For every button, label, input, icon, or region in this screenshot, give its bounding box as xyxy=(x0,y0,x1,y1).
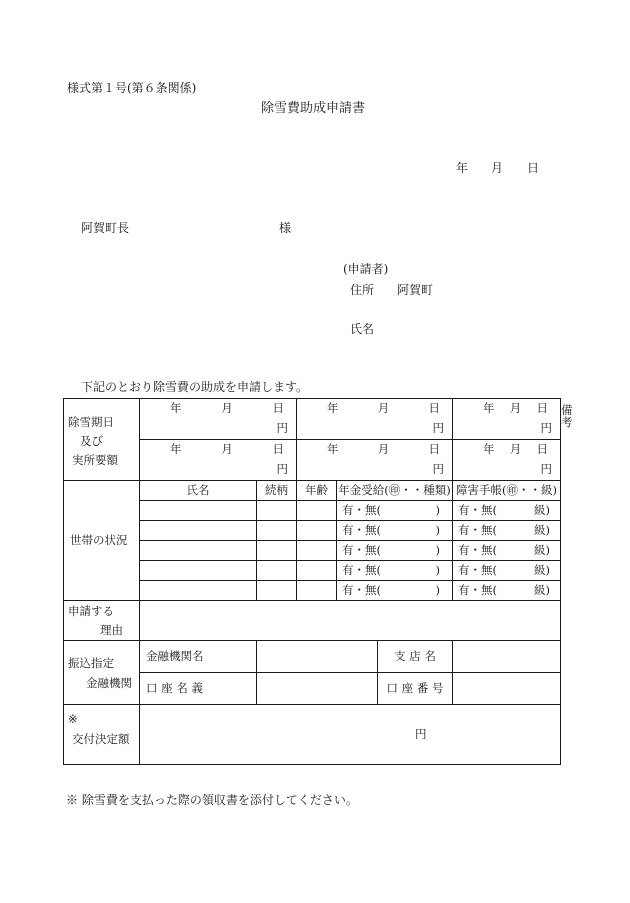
period-cell-2 xyxy=(297,399,453,481)
household-relation-cell[interactable] xyxy=(257,541,297,561)
household-handbook-cell[interactable] xyxy=(453,581,561,601)
handbook-yes-no: 有・無( xyxy=(458,542,498,557)
household-handbook-cell[interactable] xyxy=(453,541,561,561)
pension-yes-no: 有・無( xyxy=(342,582,381,597)
pension-yes-no: 有・無( xyxy=(342,562,381,577)
year-label: 年 xyxy=(327,401,339,416)
yen-label: 円 xyxy=(276,462,288,477)
account-name-input[interactable] xyxy=(257,673,378,705)
reason-label-line2: 理由 xyxy=(100,622,123,637)
household-age-cell[interactable] xyxy=(297,581,337,601)
yen-label: 円 xyxy=(540,462,553,477)
household-header-handbook: 障害手帳(㊞・・級) xyxy=(453,481,561,501)
decision-amount-cell[interactable] xyxy=(140,705,561,765)
bank-name-label: 金融機関名 xyxy=(140,641,257,673)
month-label: 月 xyxy=(377,401,390,416)
handbook-yes-no: 有・無( xyxy=(458,562,498,577)
period-label-line3: 実所要額 xyxy=(72,453,118,467)
handbook-yes-no: 有・無( xyxy=(458,582,498,597)
applicant-address-label: 住所 xyxy=(350,283,375,297)
account-name-label: 口 座 名 義 xyxy=(140,673,257,705)
pension-close: ) xyxy=(435,522,441,537)
household-age-cell[interactable] xyxy=(297,501,337,521)
day-label: 日 xyxy=(272,442,284,457)
applicant-label: (申請者) xyxy=(343,262,389,276)
handbook-close: 級) xyxy=(534,582,551,597)
yen-label: 円 xyxy=(297,419,452,440)
branch-label: 支 店 名 xyxy=(378,641,453,673)
pension-yes-no: 有・無( xyxy=(342,542,381,557)
period-label-line1: 除雪期日 xyxy=(68,415,114,429)
household-header-age: 年齢 xyxy=(297,481,337,501)
addressee-name: 阿賀町長 xyxy=(81,221,130,235)
day-label: 日 xyxy=(272,401,284,416)
period-label-cell xyxy=(64,399,140,481)
period-cell-3 xyxy=(453,399,561,481)
bank-label-line2: 金融機関 xyxy=(86,675,132,690)
household-header-name: 氏名 xyxy=(140,481,257,501)
pension-close: ) xyxy=(435,562,441,577)
branch-input[interactable] xyxy=(453,641,561,673)
household-handbook-cell[interactable] xyxy=(453,561,561,581)
household-name-cell[interactable] xyxy=(140,541,257,561)
yen-label: 円 xyxy=(453,419,560,440)
year-label: 年 xyxy=(327,442,339,457)
month-label: 月 xyxy=(509,401,522,416)
decision-yen: 円 xyxy=(415,726,427,741)
yen-label: 円 xyxy=(140,419,296,440)
month-label: 月 xyxy=(221,442,233,457)
period-row: 除雪期日 及び 実所要額 年 月 日 円 年 月 日 円 年 月 日 円 年 月 日 円 年 月 日 円 年 月 日 円 備考 xyxy=(64,399,561,481)
household-name-cell[interactable] xyxy=(140,561,257,581)
account-number-label: 口 座 番 号 xyxy=(378,673,453,705)
form-number: 様式第１号(第６条関係) xyxy=(67,81,197,95)
handbook-close: 級) xyxy=(534,522,551,537)
household-name-cell[interactable] xyxy=(140,501,257,521)
year-label: 年 xyxy=(170,401,182,416)
bank-row-1 xyxy=(64,641,561,673)
reason-row xyxy=(64,601,561,641)
household-header-pension: 年金受給(㊞・・種類) xyxy=(337,481,453,501)
bank-label-cell xyxy=(64,641,140,705)
month-label: 月 xyxy=(377,442,390,457)
month-label: 月 xyxy=(221,401,233,416)
pension-close: ) xyxy=(435,582,441,597)
applicant-address-value: 阿賀町 xyxy=(397,283,434,297)
decision-mark: ※ xyxy=(68,712,78,726)
handbook-close: 級) xyxy=(534,502,551,517)
period-cell-1 xyxy=(140,399,297,481)
yen-label: 円 xyxy=(432,462,445,477)
pension-close: ) xyxy=(435,542,441,557)
household-handbook-cell[interactable] xyxy=(453,501,561,521)
household-pension-cell[interactable] xyxy=(337,541,453,561)
household-pension-cell[interactable] xyxy=(337,501,453,521)
page-title: 除雪費助成申請書 xyxy=(261,101,366,116)
handbook-close: 級) xyxy=(534,562,551,577)
bank-name-input[interactable] xyxy=(257,641,378,673)
footnote: ※ 除雪費を支払った際の領収書を添付してください。 xyxy=(66,793,358,807)
decision-label: 交付決定額 xyxy=(72,732,130,746)
household-age-cell[interactable] xyxy=(297,561,337,581)
decision-label-cell xyxy=(64,705,140,765)
day-label: 日 xyxy=(536,442,549,457)
household-handbook-cell[interactable] xyxy=(453,521,561,541)
intro-text: 下記のとおり除雪費の助成を申請します。 xyxy=(81,380,309,394)
reason-input[interactable] xyxy=(140,601,561,641)
account-number-input[interactable] xyxy=(453,673,561,705)
day-label: 日 xyxy=(428,442,441,457)
household-name-cell[interactable] xyxy=(140,521,257,541)
household-relation-cell[interactable] xyxy=(257,561,297,581)
month-label: 月 xyxy=(509,442,522,457)
reason-label-cell xyxy=(64,601,140,641)
period-label-line2: 及び xyxy=(80,434,103,448)
household-relation-cell[interactable] xyxy=(257,521,297,541)
pension-yes-no: 有・無( xyxy=(342,502,381,517)
household-label: 世帯の状況 xyxy=(64,481,140,601)
date-month-label: 月 xyxy=(491,161,504,175)
household-pension-cell[interactable] xyxy=(337,561,453,581)
day-label: 日 xyxy=(536,401,549,416)
reason-label-line1: 申請する xyxy=(68,603,114,618)
year-label: 年 xyxy=(170,442,182,457)
household-pension-cell[interactable] xyxy=(337,581,453,601)
household-header-relation: 続柄 xyxy=(257,481,297,501)
applicant-name-label: 氏名 xyxy=(350,322,375,336)
household-pension-cell[interactable] xyxy=(337,521,453,541)
application-table xyxy=(63,398,573,765)
bank-label-line1: 振込指定 xyxy=(68,655,114,670)
year-label: 年 xyxy=(483,401,495,416)
date-year-label: 年 xyxy=(456,161,469,175)
date-day-label: 日 xyxy=(527,161,540,175)
household-relation-cell[interactable] xyxy=(257,581,297,601)
household-relation-cell[interactable] xyxy=(257,501,297,521)
decision-row xyxy=(64,705,561,765)
pension-yes-no: 有・無( xyxy=(342,522,381,537)
household-age-cell[interactable] xyxy=(297,521,337,541)
addressee-honorific: 様 xyxy=(279,221,292,235)
handbook-yes-no: 有・無( xyxy=(458,502,498,517)
household-name-cell[interactable] xyxy=(140,581,257,601)
pension-close: ) xyxy=(435,502,441,517)
handbook-yes-no: 有・無( xyxy=(458,522,498,537)
household-header-row xyxy=(64,481,561,501)
year-label: 年 xyxy=(483,442,495,457)
day-label: 日 xyxy=(428,401,441,416)
handbook-close: 級) xyxy=(534,542,551,557)
household-age-cell[interactable] xyxy=(297,541,337,561)
